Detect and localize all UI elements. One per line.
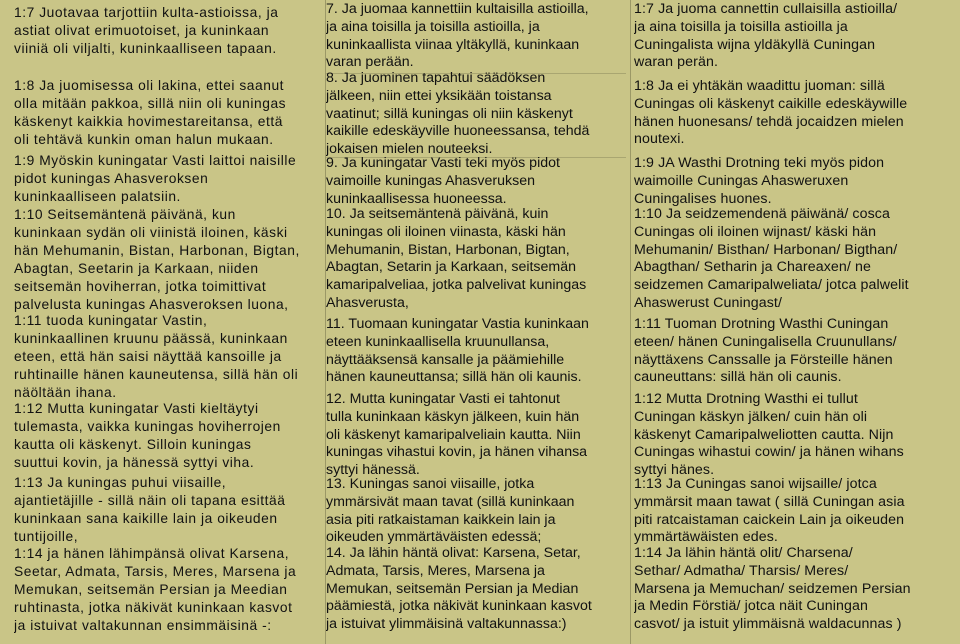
verse-13: 13. Kuningas sanoi viisaille, jotka ymmärsivät maan tavat (sillä kuninkaan asia piti ratkaistaman kaikkein lain ja oikeuden ymmärtäväisten edessä; <box>326 476 575 546</box>
column-divider <box>630 0 631 644</box>
verse-1-14: 1:14 Ja lähin häntä olit/ Charsena/ Sethar/ Admatha/ Tharsis/ Meres/ Marsena ja Memuchan/ seidzemen Persian ja Medin Förstiä/ jotca näit Cuningan casvot/ ja istuit ylimmäisnä waldacunnas ) <box>634 545 911 633</box>
verse-14: 14. Ja lähin häntä olivat: Karsena, Setar, Admata, Tarsis, Meres, Marsena ja Memukan, seitsemän Persian ja Median päämiestä, jotka näkivät kuninkaan kasvot ja istuivat ylimmäisinä valtakunnassa:) <box>326 545 592 633</box>
verse-1-14: 1:14 ja hänen lähimpänsä olivat Karsena, Seetar, Admata, Tarsis, Meres, Marsena ja Memukan, seitsemän Persian ja Meedian ruhtinasta, jotka näkivät kuninkaan kasvot ja istuivat valtakunnan ensimmäisinä -: <box>14 546 297 633</box>
verse-1-11: 1:11 Tuoman Drotning Wasthi Cuningan eteen/ hänen Cuningalisella Cruunullans/ näyttäxens Canssalle ja Försteille hänen cauneuttans: sillä hän oli caunis. <box>634 316 897 386</box>
verse-1-10: 1:10 Seitsemäntenä päivänä, kun kuninkaan sydän oli viinistä iloinen, käski hän Mehumanin, Bistan, Harbonan, Bigtan, Abagtan, Seetarin ja Karkaan, niiden seitsemän hoviherran, jotka toimittivat palvelusta kuningas Ahasveroksen luona, <box>14 207 300 312</box>
verse-12: 12. Mutta kuningatar Vasti ei tahtonut tulla kuninkaan käskyn jälkeen, kuin hän oli käskenyt kamaripalveliain kautta. Niin kuningas vihastui kovin, ja hänen vihansa syttyi hänessä. <box>326 391 588 479</box>
verse-1-9: 1:9 Myöskin kuningatar Vasti laittoi naisille pidot kuningas Ahasveroksen kuninkaalliseen palatsiin. <box>14 153 297 204</box>
verse-1-8: 1:8 Ja ei yhtäkän waadittu juoman: sillä Cuningas oli käskenyt caikille edeskäywille hänen huonesans/ tehdä jocaidzen mielen noutexi. <box>634 78 908 148</box>
verse-1-7: 1:7 Juotavaa tarjottiin kulta-astioissa, ja astiat olivat erimuotoiset, ja kuninkaan viiniä oli viljalti, kuninkaalliseen tapaan. <box>14 5 279 56</box>
verse-1-7: 1:7 Ja juoma cannettin cullaisilla astioilla/ ja aina toisilla ja toisilla astioilla ja Cuningalista wijna yldäkyllä Cuningan waran perän. <box>634 1 898 71</box>
verse-1-13: 1:13 Ja Cuningas sanoi wijsaille/ jotca ymmärsit maan tawat ( sillä Cuningan asia piti ratcaistaman caickein Lain ja oikeuden ymmärtäwäisten edes. <box>634 476 905 546</box>
verse-9: 9. Ja kuningatar Vasti teki myös pidot vaimoille kuningas Ahasveruksen kuninkaallisessa huoneessa. <box>326 155 560 207</box>
verse-1-8: 1:8 Ja juomisessa oli lakina, ettei saanut olla mitään pakkoa, sillä niin oli kuningas käskenyt kaikkia hovimestareitansa, että oli tehtävä kunkin oman halun mukaan. <box>14 78 287 147</box>
verse-1-10: 1:10 Ja seidzemendenä päiwänä/ cosca Cuningas oli iloinen wijnast/ käski hän Mehumanin/ Bisthan/ Harbonan/ Bigthan/ Abagthan/ Setharin ja Chareaxen/ ne seidzemen Camaripalweliata/ jotca palwelit Ahaswerust Cuningast/ <box>634 206 909 311</box>
verse-11: 11. Tuomaan kuningatar Vastia kuninkaan eteen kuninkaallisella kruunullansa, näyttääksensä kansalle ja päämiehille hänen kauneuttansa; sillä hän oli kaunis. <box>326 316 589 386</box>
column-finnish-1642 <box>634 0 960 644</box>
verse-10: 10. Ja seitsemäntenä päivänä, kuin kuningas oli iloinen viinasta, käski hän Mehumanin, Bistan, Harbonan, Bigtan, Abagtan, Setarin ja Karkaan, seitsemän kamaripalveliaa, jotka palvelivat kuningas Ahasverusta, <box>326 206 587 311</box>
verse-1-12: 1:12 Mutta Drotning Wasthi ei tullut Cuningan käskyn jälken/ cuin hän oli käskenyt Camaripalweliotten cautta. Nijn Cuningas wihastui cowin/ ja hänen wihans syttyi hänes. <box>634 391 904 479</box>
verse-8: 8. Ja juominen tapahtui säädöksen jälkeen, niin ettei yksikään toistansa vaatinut; sillä kuningas oli niin käskenyt kaikille edeskäyville huoneessansa, tehdä jokaisen mielen nouteeksi. <box>326 70 590 158</box>
verse-1-9: 1:9 JA Wasthi Drotning teki myös pidon waimoille Cuningas Ahasweruxen Cuningalises huones. <box>634 155 885 207</box>
column-finnish-1776 <box>326 0 626 644</box>
verse-7: 7. Ja juomaa kannettiin kultaisilla astioilla, ja aina toisilla ja toisilla astioilla, ja kuninkaallista viinaa yltäkyllä, kuninkaan varan perään. <box>326 1 589 71</box>
verse-1-11: 1:11 tuoda kuningatar Vastin, kuninkaallinen kruunu päässä, kuninkaan eteen, että hän saisi näyttää kansoille ja ruhtinaille hänen kauneutensa, sillä hän oli näöltään ihana. <box>14 313 299 400</box>
verse-1-13: 1:13 Ja kuningas puhui viisaille, ajantietäjille - sillä näin oli tapana esittää kuninkaan sana kaikille lain ja oikeuden tuntijoille, <box>14 475 286 544</box>
column-finnish-old <box>14 0 324 644</box>
verse-1-12: 1:12 Mutta kuningatar Vasti kieltäytyi tulemasta, vaikka kuningas hoviherrojen kautta oli käskenyt. Silloin kuningas suuttui kovin, ja hänessä syttyi viha. <box>14 401 281 470</box>
